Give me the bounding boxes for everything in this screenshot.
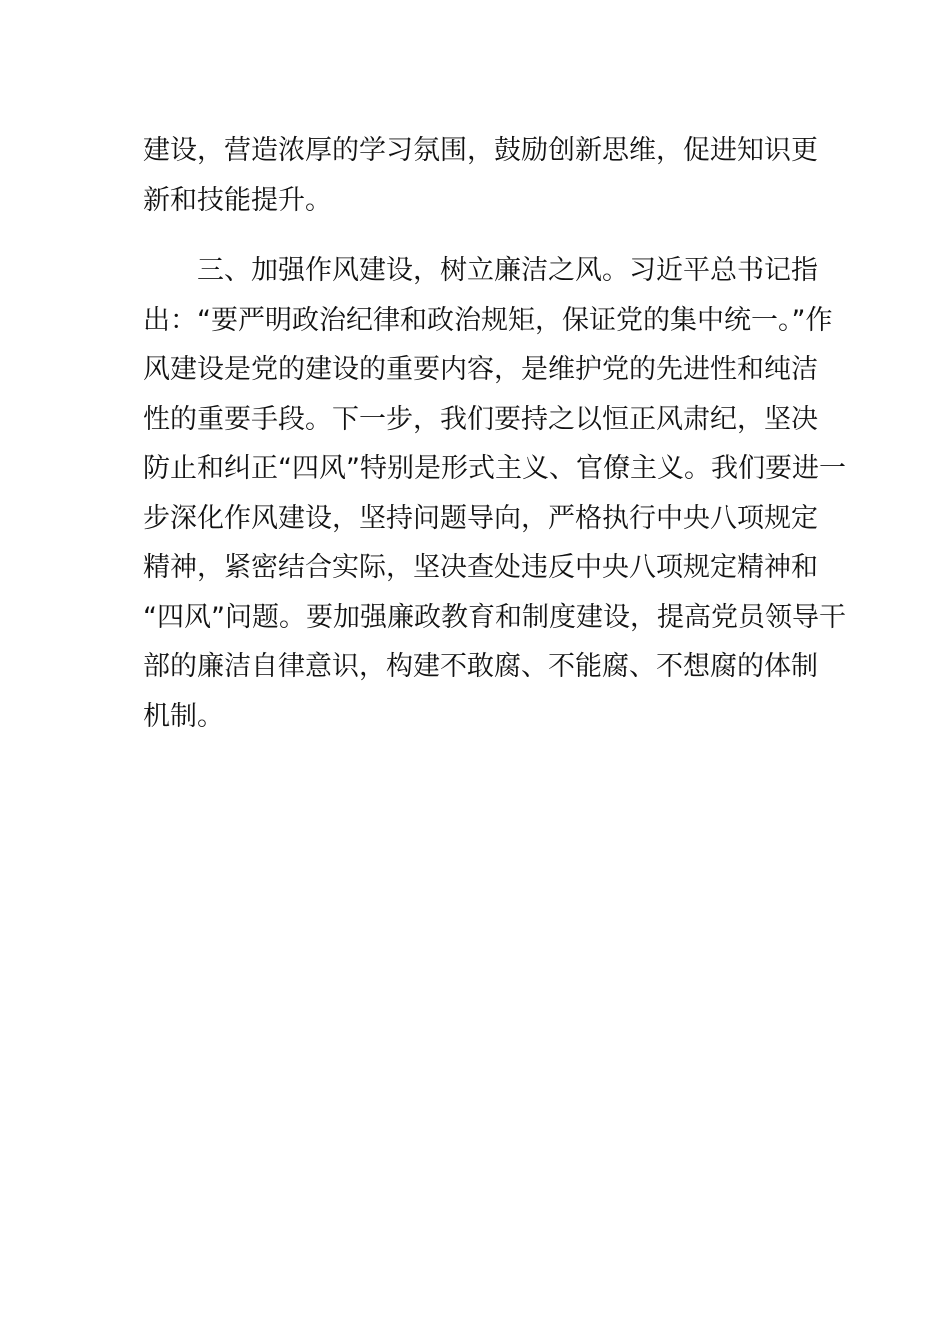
- paragraph-section-three: [143, 246, 846, 741]
- text-line: 性的重要手段。下一步，我们要持之以恒正风肃纪，坚决: [143, 403, 818, 435]
- section-heading-line: 三、加强作风建设，树立廉洁之风。习近平总书记指: [197, 255, 818, 286]
- paragraph-continuation: [143, 126, 818, 225]
- text-line: 新和技能提升。: [143, 184, 332, 216]
- text-line: 精神，紧密结合实际，坚决查处违反中央八项规定精神和: [143, 552, 818, 583]
- text-line: 风建设是党的建设的重要内容，是维护党的先进性和纯洁: [143, 354, 818, 385]
- text-line: 机制。: [143, 700, 224, 732]
- text-line: 步深化作风建设，坚持问题导向，严格执行中央八项规定: [143, 502, 818, 534]
- text-line: 防止和纠正“四风”特别是形式主义、官僚主义。我们要进一: [143, 453, 846, 484]
- text-line: 建设，营造浓厚的学习氛围，鼓励创新思维，促进知识更: [143, 135, 818, 166]
- text-line: 出：“要严明政治纪律和政治规矩，保证党的集中统一。”作: [143, 304, 833, 336]
- text-line: 部的廉洁自律意识，构建不敢腐、不能腐、不想腐的体制: [143, 651, 818, 682]
- text-line: “四风”问题。要加强廉政教育和制度建设，提高党员领导干: [143, 601, 846, 633]
